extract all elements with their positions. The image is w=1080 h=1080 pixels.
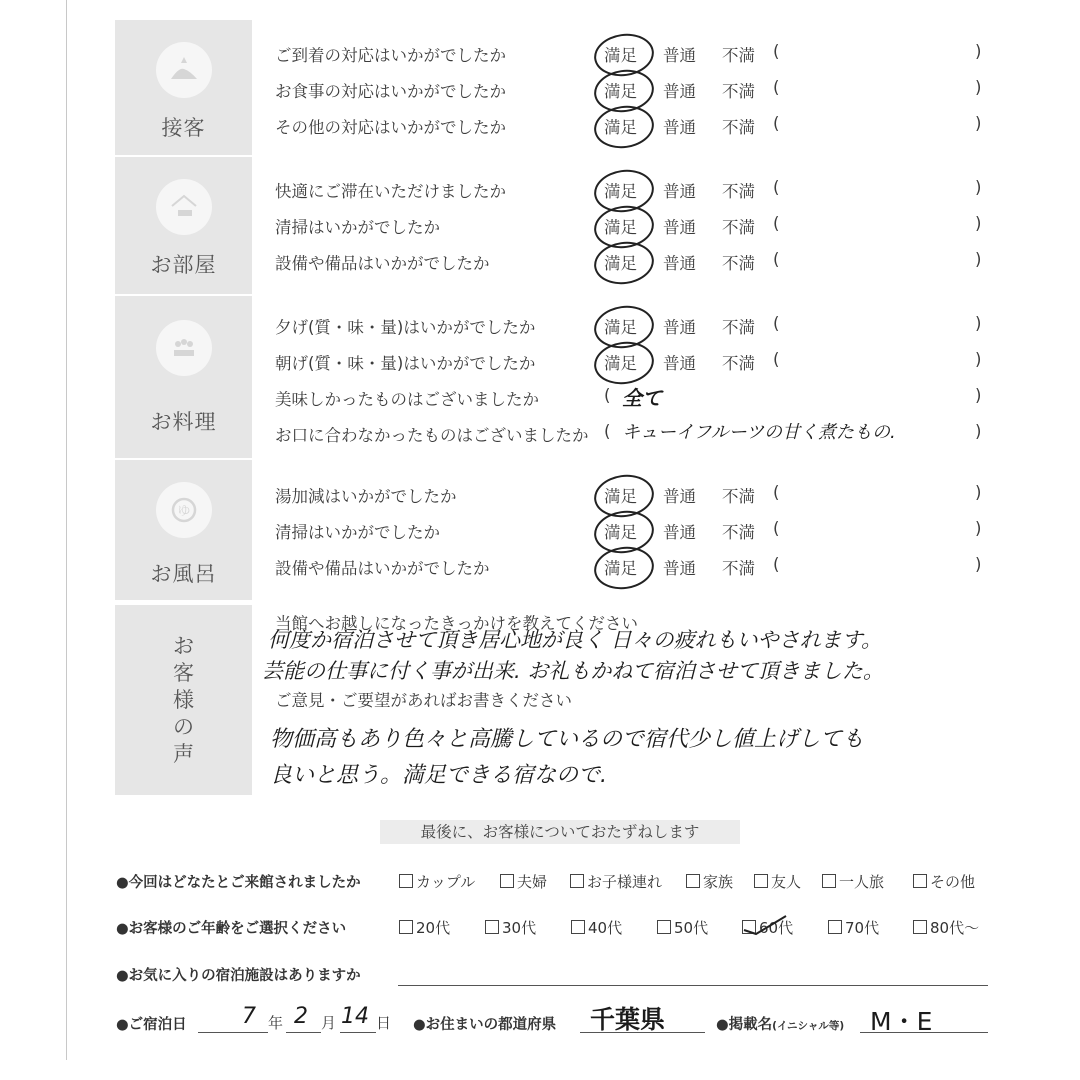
initial-label-note: (イニシャル等)	[772, 1020, 845, 1032]
handwritten-tasty-answer: 全て	[622, 386, 662, 410]
rating-normal: 普通	[663, 182, 696, 201]
rating-satisfied: 満足	[604, 182, 637, 201]
checkbox-label: 80代〜	[930, 919, 980, 937]
checkbox-square	[485, 920, 499, 934]
section-label-voice	[115, 605, 252, 795]
paren-close: )	[975, 314, 982, 333]
age-checkbox[interactable]	[657, 917, 708, 938]
house-icon	[156, 179, 212, 235]
rating-satisfied: 満足	[604, 354, 637, 373]
section-label-room	[115, 157, 252, 294]
companion-checkbox[interactable]	[754, 871, 801, 892]
paren-open: (	[604, 422, 611, 441]
section-label-food	[115, 296, 252, 458]
rating-normal: 普通	[663, 487, 696, 506]
question-breakfast: 朝げ(質・味・量)はいかがでしたか	[275, 354, 536, 373]
paren-open: (	[773, 483, 780, 502]
rating-normal: 普通	[663, 254, 696, 273]
checkbox-label: 一人旅	[839, 873, 885, 891]
checkbox-square	[754, 874, 768, 888]
favorite-inn-line	[398, 985, 988, 986]
question-arrival: ご到着の対応はいかがでしたか	[275, 46, 506, 65]
checkbox-square	[913, 920, 927, 934]
paren-open: (	[773, 78, 780, 97]
rating-normal: 普通	[663, 354, 696, 373]
voice-label-char: お	[173, 633, 194, 658]
handwritten-reason-line1: 何度か宿泊させて頂き居心地が良く 日々の疲れもいやされます。	[268, 628, 882, 652]
checkbox-label: 40代	[588, 919, 623, 937]
question-age: ●お客様のご年齢をご選択ください	[116, 921, 347, 937]
question-tasty-items: 美味しかったものはございましたか	[275, 390, 539, 409]
paren-close: )	[975, 78, 982, 97]
day-line	[340, 1032, 376, 1033]
month-line	[286, 1032, 321, 1033]
handwritten-opinion-line2: 良いと思う。満足できる宿なので.	[270, 763, 607, 788]
question-bath-facilities: 設備や備品はいかがでしたか	[275, 559, 490, 578]
rating-normal: 普通	[663, 559, 696, 578]
rating-normal: 普通	[663, 318, 696, 337]
rating-satisfied: 満足	[604, 254, 637, 273]
checkbox-square	[822, 874, 836, 888]
paren-close: )	[975, 250, 982, 269]
paren-open: (	[773, 214, 780, 233]
checkbox-square	[828, 920, 842, 934]
paren-close: )	[975, 42, 982, 61]
question-meal-service: お食事の対応はいかがでしたか	[275, 82, 506, 101]
paren-close: )	[975, 483, 982, 502]
checkbox-label: お子様連れ	[587, 873, 663, 891]
checkbox-label: 家族	[703, 873, 734, 891]
rating-dissatisfied: 不満	[722, 254, 755, 273]
paren-open: (	[773, 42, 780, 61]
handwritten-circle-mark	[591, 338, 656, 388]
day-unit: 日	[376, 1014, 392, 1032]
initial-label-text: ●掲載名	[716, 1017, 773, 1033]
checkbox-square	[657, 920, 671, 934]
handwritten-day: 14	[341, 1004, 369, 1029]
companion-checkbox[interactable]	[500, 871, 547, 892]
paren-close: )	[975, 555, 982, 574]
age-checkbox[interactable]	[399, 917, 450, 938]
checkbox-square	[686, 874, 700, 888]
rating-dissatisfied: 不満	[722, 523, 755, 542]
question-companion: ●今回はどなたとご来館されましたか	[116, 875, 361, 891]
rating-dissatisfied: 不満	[722, 46, 755, 65]
age-checkbox[interactable]	[571, 917, 622, 938]
section-label-bath	[115, 460, 252, 600]
rating-dissatisfied: 不満	[722, 118, 755, 137]
companion-checkbox[interactable]	[399, 871, 475, 892]
left-margin-rule	[66, 0, 67, 1060]
rating-satisfied: 満足	[604, 82, 637, 101]
section-label-text: 接客	[161, 116, 206, 140]
rating-satisfied: 満足	[604, 523, 637, 542]
voice-label-char: 声	[173, 741, 194, 766]
paren-open: (	[773, 178, 780, 197]
handwritten-year: 7	[242, 1004, 256, 1029]
paren-close: )	[975, 422, 982, 441]
question-other-service: その他の対応はいかがでしたか	[275, 118, 506, 137]
handwritten-reason-line2: 芸能の仕事に付く事が出来. お礼もかねて宿泊させて頂きました。	[262, 659, 884, 683]
rating-dissatisfied: 不満	[722, 354, 755, 373]
age-checkbox[interactable]	[913, 917, 979, 938]
paren-close: )	[975, 178, 982, 197]
section-label-text: お部屋	[150, 253, 217, 277]
rating-satisfied: 満足	[604, 218, 637, 237]
checkbox-label: 70代	[845, 919, 880, 937]
checkbox-label: 友人	[771, 873, 802, 891]
companion-checkbox[interactable]	[686, 871, 733, 892]
profile-section-title: 最後に、お客様についておたずねします	[380, 820, 740, 844]
checkbox-label: その他	[930, 873, 976, 891]
question-water-temp: 湯加減はいかがでしたか	[275, 487, 457, 506]
question-dinner: 夕げ(質・味・量)はいかがでしたか	[275, 318, 536, 337]
rating-normal: 普通	[663, 218, 696, 237]
checkbox-label: 30代	[502, 919, 537, 937]
question-opinions: ご意見・ご要望があればお書きください	[275, 691, 572, 710]
paren-close: )	[975, 519, 982, 538]
checkbox-label: 20代	[416, 919, 451, 937]
handwritten-initial: M・E	[870, 1007, 933, 1036]
voice-label-char: の	[173, 714, 194, 739]
handwritten-circle-mark	[591, 102, 656, 152]
paren-close: )	[975, 214, 982, 233]
checkbox-label: 夫婦	[517, 873, 548, 891]
age-check-mark	[742, 914, 790, 936]
question-favorite-inn: ●お気に入りの宿泊施設はありますか	[116, 968, 361, 984]
age-checkbox[interactable]	[828, 917, 879, 938]
rating-normal: 普通	[663, 82, 696, 101]
handwritten-circle-mark	[591, 543, 656, 593]
age-checkbox[interactable]	[485, 917, 536, 938]
paren-close: )	[975, 350, 982, 369]
voice-label-char: 客	[173, 660, 194, 685]
paren-open: (	[773, 314, 780, 333]
handwritten-disliked-answer: キューイフルーツの甘く煮たもの.	[622, 422, 896, 443]
voice-label-char: 様	[173, 687, 194, 712]
paren-close: )	[975, 114, 982, 133]
hot-spring-icon	[156, 482, 212, 538]
rating-dissatisfied: 不満	[722, 559, 755, 578]
rating-normal: 普通	[663, 523, 696, 542]
section-label-service	[115, 20, 252, 155]
section-label-text: お風呂	[150, 562, 217, 586]
rating-satisfied: 満足	[604, 318, 637, 337]
checkbox-square	[399, 874, 413, 888]
companion-checkbox[interactable]	[913, 871, 975, 892]
handwritten-month: 2	[294, 1004, 308, 1029]
rating-dissatisfied: 不満	[722, 318, 755, 337]
section-label-text: お料理	[150, 410, 217, 434]
svg-text:ゆ: ゆ	[176, 504, 191, 519]
handwritten-opinion-line1: 物価高もあり色々と高騰しているので宿代少し値上げしても	[270, 727, 865, 752]
hospitality-icon	[156, 42, 212, 98]
month-unit: 月	[321, 1014, 337, 1032]
handwritten-circle-mark	[591, 238, 656, 288]
question-disliked-items: お口に合わなかったものはございましたか	[275, 426, 589, 445]
paren-open: (	[773, 350, 780, 369]
rating-normal: 普通	[663, 118, 696, 137]
rating-dissatisfied: 不満	[722, 218, 755, 237]
rating-dissatisfied: 不満	[722, 82, 755, 101]
checkbox-square	[500, 874, 514, 888]
question-room-cleaning: 清掃はいかがでしたか	[275, 218, 440, 237]
paren-open: (	[773, 555, 780, 574]
paren-close: )	[975, 386, 982, 405]
initial-label	[716, 1013, 844, 1034]
stay-date-label: ●ご宿泊日	[116, 1017, 187, 1033]
question-comfort: 快適にご滞在いただけましたか	[275, 182, 506, 201]
checkbox-label: 60代	[759, 919, 794, 937]
rating-satisfied: 満足	[604, 46, 637, 65]
handwritten-prefecture: 千葉県	[590, 1005, 666, 1034]
question-reason-for-visit: 当館へお越しになったきっかけを教えてください	[275, 614, 638, 633]
rating-satisfied: 満足	[604, 559, 637, 578]
question-room-facilities: 設備や備品はいかがでしたか	[275, 254, 490, 273]
meal-icon	[156, 320, 212, 376]
paren-open: (	[773, 114, 780, 133]
checkbox-label: 50代	[674, 919, 709, 937]
rating-satisfied: 満足	[604, 487, 637, 506]
paren-open: (	[773, 519, 780, 538]
year-line	[198, 1032, 268, 1033]
companion-checkbox[interactable]	[570, 871, 662, 892]
rating-normal: 普通	[663, 46, 696, 65]
year-unit: 年	[268, 1014, 284, 1032]
checkbox-square	[913, 874, 927, 888]
rating-satisfied: 満足	[604, 118, 637, 137]
companion-checkbox[interactable]	[822, 871, 884, 892]
question-bath-cleaning: 清掃はいかがでしたか	[275, 523, 440, 542]
prefecture-label: ●お住まいの都道府県	[413, 1017, 557, 1033]
rating-dissatisfied: 不満	[722, 182, 755, 201]
checkbox-label: カップル	[416, 873, 476, 891]
checkbox-square	[571, 920, 585, 934]
rating-dissatisfied: 不満	[722, 487, 755, 506]
checkbox-square	[570, 874, 584, 888]
paren-open: (	[773, 250, 780, 269]
paren-open: (	[604, 386, 611, 405]
checkbox-square	[399, 920, 413, 934]
